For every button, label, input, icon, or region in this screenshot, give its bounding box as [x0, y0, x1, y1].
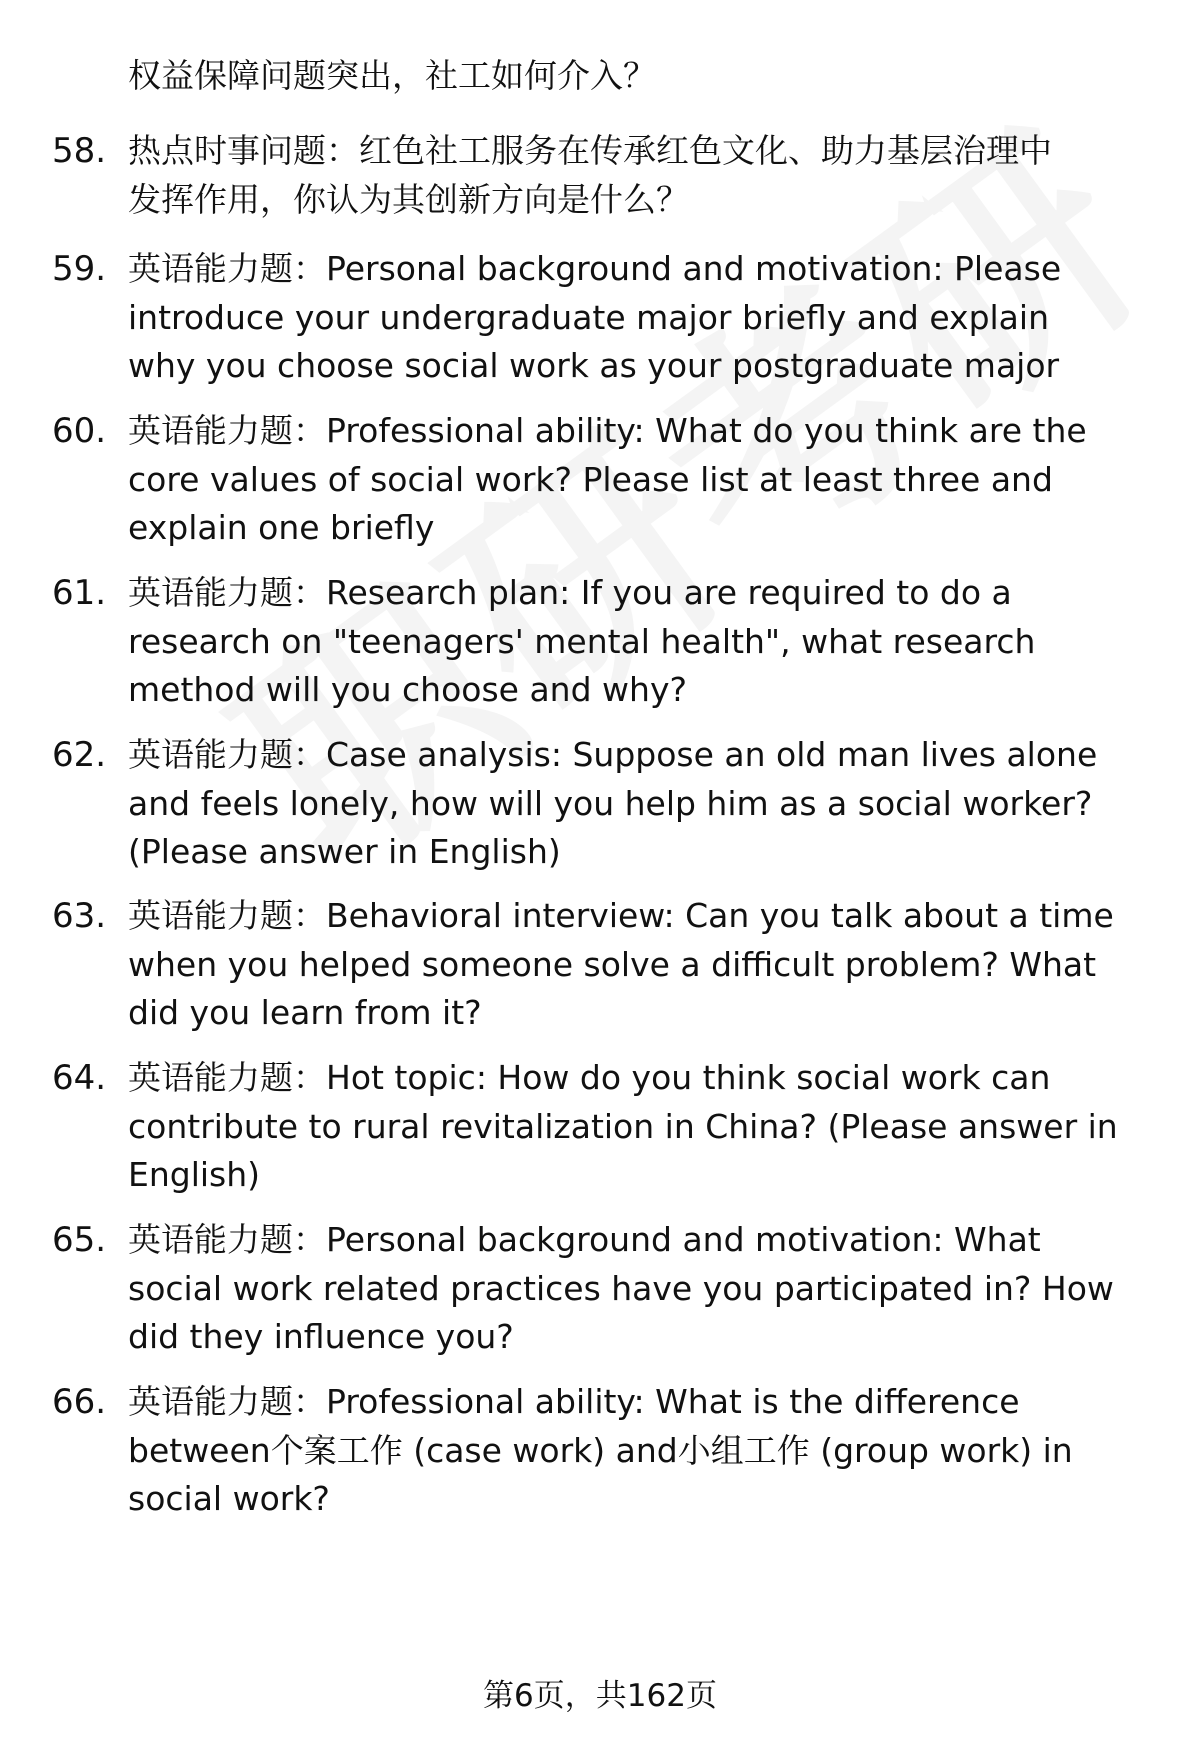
item-number: 58.	[52, 131, 107, 171]
item-number: 60.	[52, 411, 107, 451]
item-number: 61.	[52, 573, 107, 613]
item-number: 59.	[52, 249, 107, 289]
item-number: 63.	[52, 896, 107, 936]
item-text: 英语能力题：Research plan: If you are required to do a research on "teenagers' mental health", what research method will you choose and why?	[128, 573, 1036, 709]
item-number: 62.	[52, 735, 107, 775]
item-text: 热点时事问题：红色社工服务在传承红色文化、助力基层治理中 发挥作用，你认为其创新方向是什么？	[128, 131, 1052, 219]
page-number-footer: 第6页，共162页	[483, 1678, 717, 1714]
item-text: 英语能力题：Professional ability: What do you think are the core values of social work? Please list at least three and explain one briefly	[128, 411, 1087, 547]
item-number: 65.	[52, 1220, 107, 1260]
item-text: 英语能力题：Personal background and motivation: What social work related practices have you participated in? How did they influence you?	[128, 1220, 1114, 1356]
item-text: 英语能力题：Professional ability: What is the difference between个案工作 (case work) and小组工作 (group work) in social work?	[128, 1382, 1073, 1518]
item-text: 英语能力题：Hot topic: How do you think social work can contribute to rural revitalization in China? (Please answer in English)	[128, 1058, 1118, 1194]
item-text: 英语能力题：Case analysis: Suppose an old man lives alone and feels lonely, how will you help him as a social worker? (Please answer in English)	[128, 735, 1098, 871]
item-text: 英语能力题：Personal background and motivation: Please introduce your undergraduate major briefly and explain why you choose social work as your postgraduate major	[128, 249, 1062, 385]
item-number: 64.	[52, 1058, 107, 1098]
item-text: 权益保障问题突出，社工如何介入？	[128, 56, 656, 95]
item-text: 英语能力题：Behavioral interview: Can you talk about a time when you helped someone solve a difficult problem? What did you learn from it?	[128, 896, 1114, 1032]
item-number: 66.	[52, 1382, 107, 1422]
